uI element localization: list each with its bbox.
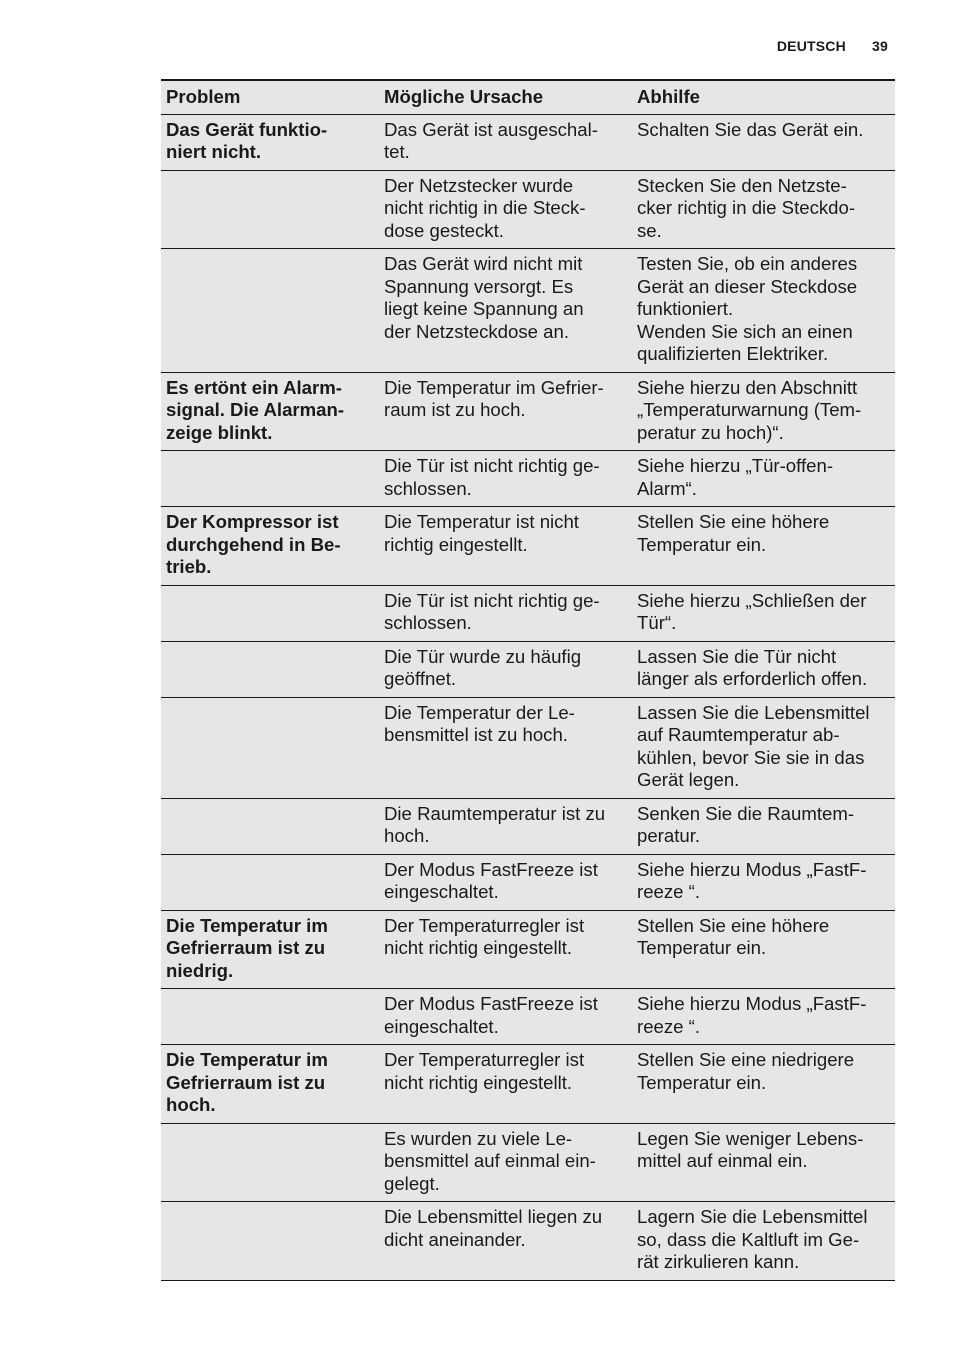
cause-text-line: Es wurden zu viele Le- — [384, 1127, 573, 1149]
problem-cell — [161, 1202, 379, 1281]
remedy-text-line: so, dass die Kaltluft im Ge- — [637, 1228, 860, 1250]
remedy-text-line: Siehe hierzu den Abschnitt — [637, 376, 858, 398]
remedy-cell — [632, 507, 895, 586]
cause-text-line: Das Gerät wird nicht mit — [384, 253, 583, 274]
remedy-cell — [632, 114, 895, 170]
remedy-text-line: reeze “. — [637, 881, 701, 902]
remedy-text-line: Gerät an dieser Steckdose — [637, 275, 858, 297]
table-row — [161, 697, 895, 798]
cause-text-line: bensmittel auf einmal ein- — [384, 1150, 596, 1171]
problem-text-line: niert nicht. — [166, 141, 262, 162]
remedy-cell — [632, 697, 895, 798]
remedy-cell — [632, 1123, 895, 1202]
remedy-text-line: rät zirkulieren kann. — [637, 1251, 800, 1272]
problem-cell — [161, 372, 379, 451]
cause-cell — [379, 372, 632, 451]
remedy-text-line: Stecken Sie den Netzste- — [637, 174, 847, 196]
table-row — [161, 451, 895, 507]
remedy-text-line: peratur. — [637, 825, 701, 846]
remedy-cell — [632, 798, 895, 854]
problem-cell — [161, 641, 379, 697]
problem-text-line: Das Gerät funktio- — [166, 118, 328, 140]
remedy-text-line: Siehe hierzu „Tür-offen- — [637, 455, 834, 476]
cause-cell — [379, 854, 632, 910]
table-row — [161, 507, 895, 586]
cause-text-line: schlossen. — [384, 612, 472, 633]
cause-text-line: Der Netzstecker wurde — [384, 174, 574, 196]
cause-text-line: gelegt. — [384, 1172, 440, 1194]
table-row — [161, 910, 895, 989]
remedy-text-line: reeze “. — [637, 1015, 701, 1037]
remedy-cell — [632, 249, 895, 373]
problem-text-line: Gefrierraum ist zu — [166, 1071, 326, 1093]
remedy-text-line: Legen Sie weniger Lebens- — [637, 1127, 864, 1149]
remedy-cell — [632, 854, 895, 910]
remedy-text-line: Temperatur ein. — [637, 1071, 767, 1093]
page-header — [777, 38, 888, 54]
table-row — [161, 641, 895, 697]
remedy-text-line: Tür“. — [637, 612, 677, 633]
column-header-remedy: Abhilfe — [632, 80, 895, 114]
table-body — [161, 114, 895, 1280]
remedy-text-line: länger als erforderlich offen. — [637, 668, 868, 689]
cause-text-line: Das Gerät ist ausgeschal- — [384, 118, 598, 140]
table-row — [161, 372, 895, 451]
remedy-text-line: Stellen Sie eine höhere — [637, 511, 830, 532]
cause-text-line: dicht aneinander. — [384, 1228, 526, 1250]
table-row — [161, 114, 895, 170]
cause-cell — [379, 1202, 632, 1281]
cause-text-line: liegt keine Spannung an — [384, 298, 584, 319]
remedy-text-line: Temperatur ein. — [637, 533, 767, 555]
cause-text-line: nicht richtig in die Steck- — [384, 197, 586, 218]
cause-text-line: raum ist zu hoch. — [384, 399, 526, 420]
table-row — [161, 1202, 895, 1281]
remedy-text-line: peratur zu hoch)“. — [637, 421, 784, 443]
remedy-text-line: Senken Sie die Raumtem- — [637, 802, 855, 824]
remedy-cell — [632, 910, 895, 989]
cause-text-line: geöffnet. — [384, 668, 457, 689]
problem-cell — [161, 1045, 379, 1124]
language-label: DEUTSCH — [776, 38, 846, 54]
problem-text-line: Die Temperatur im — [166, 914, 328, 936]
problem-cell — [161, 114, 379, 170]
remedy-cell — [632, 989, 895, 1045]
table-row — [161, 585, 895, 641]
table-header-row — [161, 80, 895, 114]
cause-text-line: Die Temperatur im Gefrier- — [384, 376, 604, 398]
remedy-text-line: Siehe hierzu Modus „FastF- — [637, 993, 867, 1014]
column-header-problem: Problem — [161, 80, 379, 114]
cause-text-line: Die Tür wurde zu häufig — [384, 645, 582, 667]
cause-cell — [379, 507, 632, 586]
remedy-text-line: Lassen Sie die Lebensmittel — [637, 701, 870, 723]
cause-text-line: Spannung versorgt. Es — [384, 275, 574, 297]
problem-cell — [161, 249, 379, 373]
remedy-cell — [632, 1045, 895, 1124]
problem-text-line: hoch. — [166, 1094, 216, 1115]
cause-cell — [379, 114, 632, 170]
cause-text-line: richtig eingestellt. — [384, 533, 528, 555]
problem-cell — [161, 1123, 379, 1202]
table-row — [161, 798, 895, 854]
problem-text-line: Es ertönt ein Alarm- — [166, 376, 342, 398]
cause-text-line: tet. — [384, 141, 410, 162]
problem-cell — [161, 451, 379, 507]
remedy-text-line: Siehe hierzu Modus „FastF- — [637, 858, 867, 880]
table-row — [161, 170, 895, 249]
remedy-text-line: Testen Sie, ob ein anderes — [637, 253, 858, 274]
cause-text-line: Der Temperaturregler ist — [384, 914, 585, 936]
cause-cell — [379, 697, 632, 798]
remedy-text-line: Gerät legen. — [637, 769, 740, 790]
remedy-text-line: Lassen Sie die Tür nicht — [637, 645, 837, 667]
problem-cell — [161, 585, 379, 641]
cause-text-line: nicht richtig eingestellt. — [384, 937, 573, 958]
cause-text-line: Die Temperatur der Le- — [384, 701, 575, 723]
cause-cell — [379, 910, 632, 989]
problem-text-line: Die Temperatur im — [166, 1049, 328, 1070]
cause-text-line: Der Modus FastFreeze ist — [384, 858, 598, 880]
column-header-cause: Mögliche Ursache — [379, 80, 632, 114]
remedy-text-line: Alarm“. — [637, 477, 697, 499]
table-row — [161, 1045, 895, 1124]
remedy-text-line: Lagern Sie die Lebensmittel — [637, 1206, 868, 1227]
cause-cell — [379, 451, 632, 507]
problem-text-line: trieb. — [166, 556, 212, 577]
cause-text-line: eingeschaltet. — [384, 881, 499, 902]
cause-text-line: bensmittel ist zu hoch. — [384, 724, 568, 745]
problem-cell — [161, 507, 379, 586]
remedy-text-line: mittel auf einmal ein. — [637, 1150, 808, 1171]
remedy-cell — [632, 1202, 895, 1281]
cause-text-line: nicht richtig eingestellt. — [384, 1071, 573, 1093]
remedy-text-line: „Temperaturwarnung (Tem- — [637, 399, 862, 420]
cause-cell — [379, 641, 632, 697]
remedy-cell — [632, 170, 895, 249]
troubleshooting-table — [161, 79, 895, 1281]
remedy-text-line: se. — [637, 219, 662, 241]
cause-cell — [379, 170, 632, 249]
cause-cell — [379, 798, 632, 854]
problem-cell — [161, 989, 379, 1045]
cause-text-line: eingeschaltet. — [384, 1015, 499, 1037]
remedy-text-line: Siehe hierzu „Schließen der — [637, 589, 867, 611]
problem-text-line: durchgehend in Be- — [166, 533, 341, 555]
remedy-text-line: cker richtig in die Steckdo- — [637, 197, 856, 218]
cause-cell — [379, 585, 632, 641]
cause-text-line: hoch. — [384, 825, 430, 846]
remedy-text-line: Stellen Sie eine niedrigere — [637, 1049, 855, 1070]
cause-text-line: Der Temperaturregler ist — [384, 1049, 585, 1070]
remedy-cell — [632, 641, 895, 697]
cause-cell — [379, 249, 632, 373]
problem-text-line: Der Kompressor ist — [166, 511, 339, 532]
table-row — [161, 854, 895, 910]
remedy-text-line: funktioniert. — [637, 298, 734, 319]
problem-text-line: zeige blinkt. — [166, 421, 273, 443]
cause-text-line: schlossen. — [384, 477, 472, 499]
cause-text-line: Die Tür ist nicht richtig ge- — [384, 455, 600, 476]
table-row — [161, 989, 895, 1045]
cause-cell — [379, 1123, 632, 1202]
remedy-text-line: auf Raumtemperatur ab- — [637, 724, 840, 745]
cause-text-line: Die Tür ist nicht richtig ge- — [384, 589, 600, 611]
problem-text-line: niedrig. — [166, 959, 234, 981]
remedy-text-line: qualifizierten Elektriker. — [637, 343, 829, 364]
problem-cell — [161, 697, 379, 798]
problem-cell — [161, 854, 379, 910]
problem-cell — [161, 798, 379, 854]
remedy-text-line: Schalten Sie das Gerät ein. — [637, 118, 864, 140]
remedy-cell — [632, 451, 895, 507]
cause-cell — [379, 1045, 632, 1124]
cause-text-line: Der Modus FastFreeze ist — [384, 993, 598, 1014]
cause-text-line: Die Temperatur ist nicht — [384, 511, 579, 532]
cause-text-line: Die Raumtemperatur ist zu — [384, 802, 606, 824]
table-row — [161, 249, 895, 373]
problem-cell — [161, 170, 379, 249]
problem-text-line: signal. Die Alarman- — [166, 399, 345, 420]
problem-text-line: Gefrierraum ist zu — [166, 937, 326, 958]
page-number: 39 — [872, 38, 888, 54]
table-row — [161, 1123, 895, 1202]
cause-text-line: der Netzsteckdose an. — [384, 320, 570, 342]
remedy-text-line: Stellen Sie eine höhere — [637, 914, 830, 936]
remedy-text-line: Temperatur ein. — [637, 937, 767, 958]
problem-cell — [161, 910, 379, 989]
cause-text-line: Die Lebensmittel liegen zu — [384, 1206, 603, 1227]
remedy-text-line: Wenden Sie sich an einen — [637, 320, 853, 342]
remedy-cell — [632, 585, 895, 641]
remedy-cell — [632, 372, 895, 451]
remedy-text-line: kühlen, bevor Sie sie in das — [637, 746, 865, 768]
cause-cell — [379, 989, 632, 1045]
cause-text-line: dose gesteckt. — [384, 219, 504, 241]
